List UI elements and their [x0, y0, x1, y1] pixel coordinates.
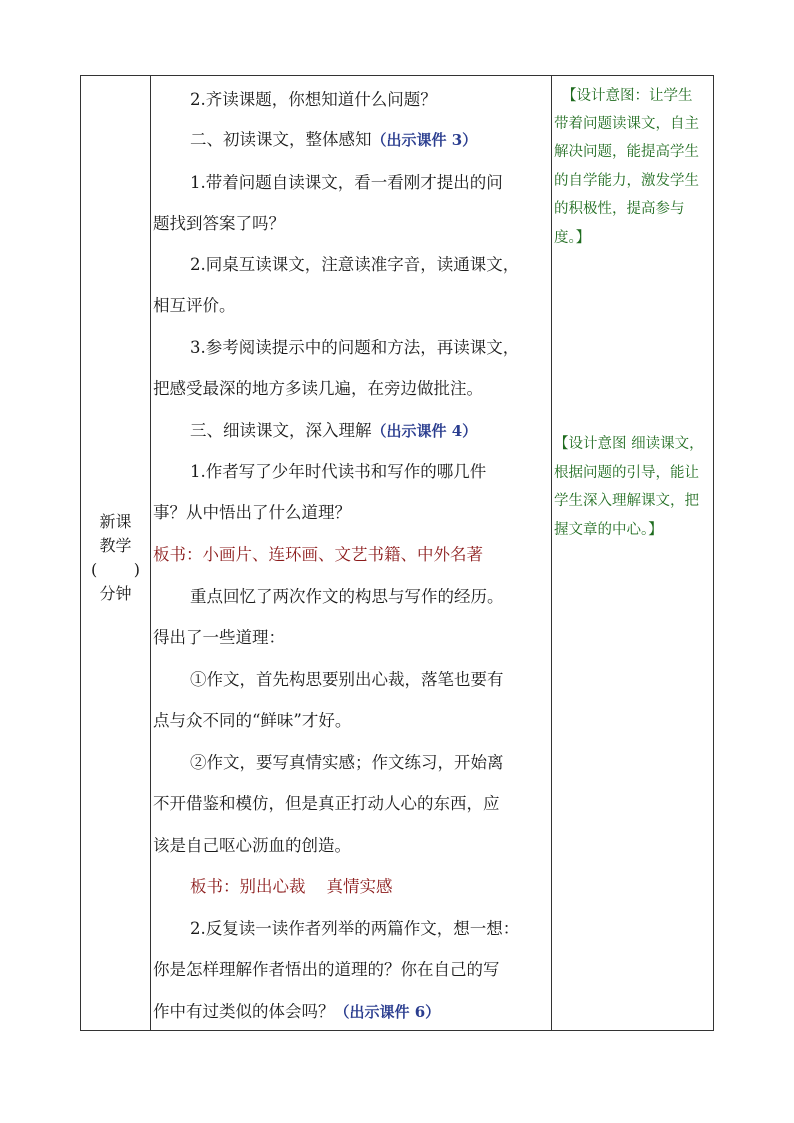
- lesson-table: [80, 75, 714, 1031]
- board-writing: 板书：别出心裁 真情实感: [190, 877, 393, 896]
- stage-label: 分钟: [99, 584, 132, 603]
- design-note: 【设计意图 细读课文，: [554, 436, 704, 452]
- duration-blank: ( ): [91, 560, 140, 579]
- design-note: 带着问题读课文，自主: [554, 116, 699, 132]
- content-line: 不开借鉴和模仿，但是真正打动人心的东西，应: [153, 794, 500, 813]
- content-line: 2.同桌互读课文，注意读准字音，读通课文，: [190, 255, 520, 274]
- courseware-tag: （出示课件 4）: [371, 422, 478, 440]
- content-line: 1.带着问题自读课文，看一看刚才提出的问: [190, 173, 503, 192]
- content-line: 题找到答案了吗？: [153, 214, 285, 233]
- design-note: 【设计意图：让学生: [562, 88, 693, 104]
- content-line: ②作文，要写真情实感；作文练习，开始离: [190, 753, 504, 772]
- section-heading: 三、细读课文，深入理解（出示课件 4）: [190, 421, 478, 440]
- design-note: 的自学能力，激发学生: [554, 173, 699, 189]
- content-line: 相互评价。: [153, 296, 236, 315]
- content-line: 点与众不同的“鲜味”才好。: [153, 711, 352, 730]
- content-line: 得出了一些道理：: [153, 628, 285, 647]
- content-line: 你是怎样理解作者悟出的道理的？你在自己的写: [153, 960, 500, 979]
- content-line: ①作文，首先构思要别出心裁，落笔也要有: [190, 670, 504, 689]
- design-note: 握文章的中心。】: [554, 522, 663, 538]
- section-heading: 二、初读课文，整体感知（出示课件 3）: [190, 130, 478, 149]
- design-note: 根据问题的引导，能让: [554, 465, 699, 481]
- content-line: 该是自己呕心沥血的创造。: [153, 836, 351, 855]
- design-note: 度。】: [554, 230, 591, 246]
- stage-label: 新课: [99, 512, 132, 531]
- content-line: 3.参考阅读提示中的问题和方法，再读课文，: [190, 338, 520, 357]
- column-divider: [551, 76, 552, 1030]
- design-note: 的积极性，提高参与: [554, 201, 685, 217]
- stage-label: 教学: [99, 536, 132, 555]
- courseware-tag: （出示课件 6）: [334, 1003, 441, 1021]
- courseware-tag: （出示课件 3）: [371, 131, 478, 149]
- content-line: 作中有过类似的体会吗？（出示课件 6）: [153, 1002, 441, 1021]
- content-line: 2.反复读一读作者列举的两篇作文，想一想：: [190, 919, 520, 938]
- content-line: 2.齐读课题，你想知道什么问题？: [190, 90, 437, 109]
- content-line: 重点回忆了两次作文的构思与写作的经历。: [190, 587, 504, 606]
- column-divider: [150, 76, 151, 1030]
- content-line: 1.作者写了少年时代读书和写作的哪几件: [190, 462, 487, 481]
- content-line: 事？从中悟出了什么道理？: [153, 503, 351, 522]
- content-line: 把感受最深的地方多读几遍，在旁边做批注。: [153, 379, 483, 398]
- stage-label-cell: [81, 510, 150, 606]
- design-note: 学生深入理解课文，把: [554, 493, 699, 509]
- board-writing: 板书：小画片、连环画、文艺书籍、中外名著: [153, 545, 483, 564]
- design-note: 解决问题，能提高学生: [554, 144, 699, 160]
